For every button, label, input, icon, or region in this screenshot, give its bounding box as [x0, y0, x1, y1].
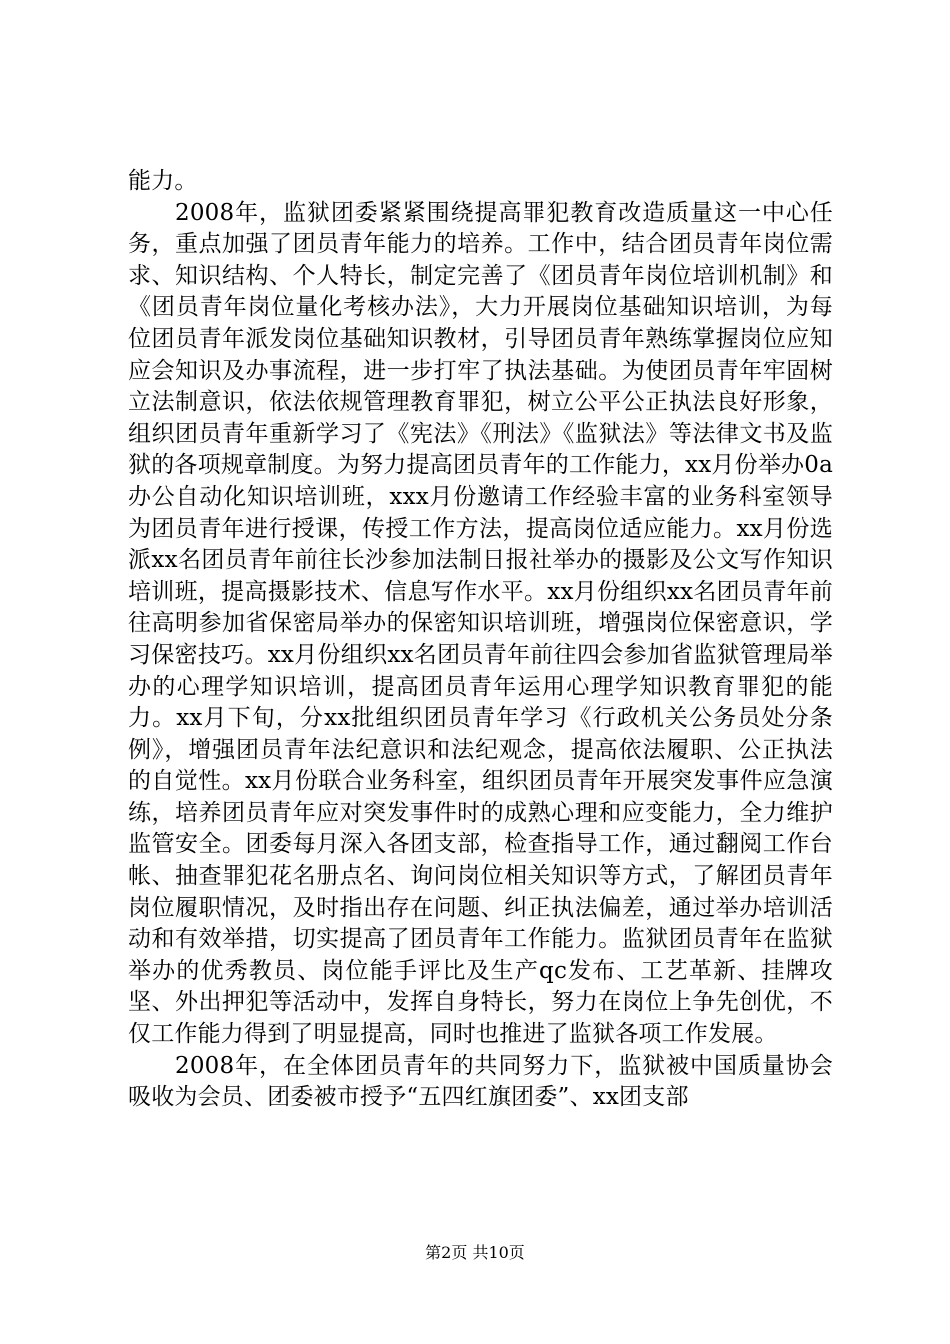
paragraph-2: 2008年，监狱团委紧紧围绕提高罪犯教育改造质量这一中心任务，重点加强了团员青年能力的培养。工作中，结合团员青年岗位需求、知识结构、个人特长，制定完善了《团员青年岗位培训机制》和《团员青年岗位量化考核办法》，大力开展岗位基础知识培训，为每位团员青年派发岗位基础知识教材，引导团员青年熟练掌握岗位应知应会知识及办事流程，进一步打牢了执法基础。为使团员青年牢固树立法制意识，依法依规管理教育罪犯，树立公平公正执法良好形象，组织团员青年重新学习了《宪法》《刑法》《监狱法》等法律文书及监狱的各项规章制度。为努力提高团员青年的工作能力，xx月份举办0a办公自动化知识培训班，xxx月份邀请工作经验丰富的业务科室领导为团员青年进行授课，传授工作方法，提高岗位适应能力。xx月份选派xx名团员青年前往长沙参加法制日报社举办的摄影及公文写作知识培训班，提高摄影技术、信息写作水平。xx月份组织xx名团员青年前往高明参加省保密局举办的保密知识培训班，增强岗位保密意识，学习保密技巧。xx月份组织xx名团员青年前往四会参加省监狱管理局举办的心理学知识培训，提高团员青年运用心理学知识教育罪犯的能力。xx月下旬，分xx批组织团员青年学习《行政机关公务员处分条例》，增强团员青年法纪意识和法纪观念，提高依法履职、公正执法的自觉性。xx月份联合业务科室，组织团员青年开展突发事件应急演练，培养团员青年应对突发事件时的成熟心理和应变能力，全力维护监管安全。团委每月深入各团支部，检查指导工作，通过翻阅工作台帐、抽查罪犯花名册点名、询问岗位相关知识等方式，了解团员青年岗位履职情况，及时指出存在问题、纠正执法偏差，通过举办培训活动和有效举措，切实提高了团员青年工作能力。监狱团员青年在监狱举办的优秀教员、岗位能手评比及生产qc发布、工艺革新、挂牌攻坚、外出押犯等活动中，发挥自身特长，努力在岗位上争先创优，不仅工作能力得到了明显提高，同时也推进了监狱各项工作发展。 [128, 199, 833, 1048]
page-number-footer: 第2页 共10页 [425, 1243, 525, 1262]
document-body [128, 166, 833, 1114]
paragraph-1: 能力。 [128, 168, 198, 194]
paragraph-3: 2008年，在全体团员青年的共同努力下，监狱被中国质量协会吸收为会员、团委被市授予“五四红旗团委”、xx团支部 [128, 1052, 833, 1111]
